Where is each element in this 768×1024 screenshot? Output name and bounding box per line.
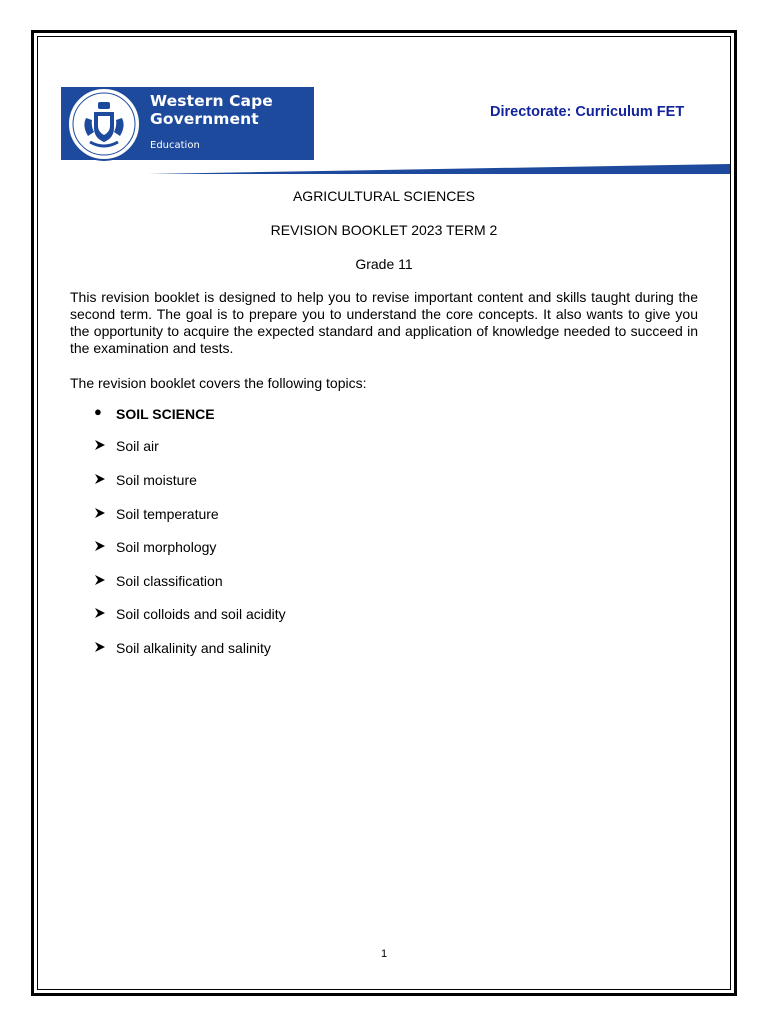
topic-label: Soil moisture <box>116 472 197 488</box>
arrowhead-bullet-icon <box>94 472 106 486</box>
topic-label: Soil air <box>116 438 159 454</box>
topic-label: Soil colloids and soil acidity <box>116 606 286 622</box>
intro-paragraph: This revision booklet is designed to help you to revise important content and skills taught during the second term. The goal is to prepare you to understand the core concepts. It also wants to give you the opportunity to acquire the expected standard and application of knowledge needed to succeed in the examination and tests. <box>70 289 698 356</box>
topic-label: Soil alkalinity and salinity <box>116 640 271 656</box>
document-grade: Grade 11 <box>355 256 413 272</box>
arrowhead-bullet-icon <box>94 539 106 553</box>
arrowhead-bullet-icon <box>94 506 106 520</box>
arrowhead-bullet-icon <box>94 573 106 587</box>
document-subtitle: REVISION BOOKLET 2023 TERM 2 <box>270 222 498 238</box>
brand-department: Education <box>150 140 200 151</box>
document-title: AGRICULTURAL SCIENCES <box>292 188 476 204</box>
topics-heading: The revision booklet covers the following topics: <box>70 375 367 391</box>
topic-label: Soil morphology <box>116 539 217 555</box>
main-topic-label: SOIL SCIENCE <box>116 406 215 422</box>
bullet-icon: ● <box>94 404 102 419</box>
arrowhead-bullet-icon <box>94 606 106 620</box>
coat-of-arms-icon <box>64 84 144 164</box>
arrowhead-bullet-icon <box>94 438 106 452</box>
topic-label: Soil temperature <box>116 506 219 522</box>
topic-label: Soil classification <box>116 573 223 589</box>
arrowhead-bullet-icon <box>94 640 106 654</box>
directorate-label: Directorate: Curriculum FET <box>490 104 685 120</box>
brand-name: Western Cape Government <box>150 92 273 128</box>
page-number: 1 <box>380 948 388 960</box>
header-swoosh-line <box>148 162 730 178</box>
